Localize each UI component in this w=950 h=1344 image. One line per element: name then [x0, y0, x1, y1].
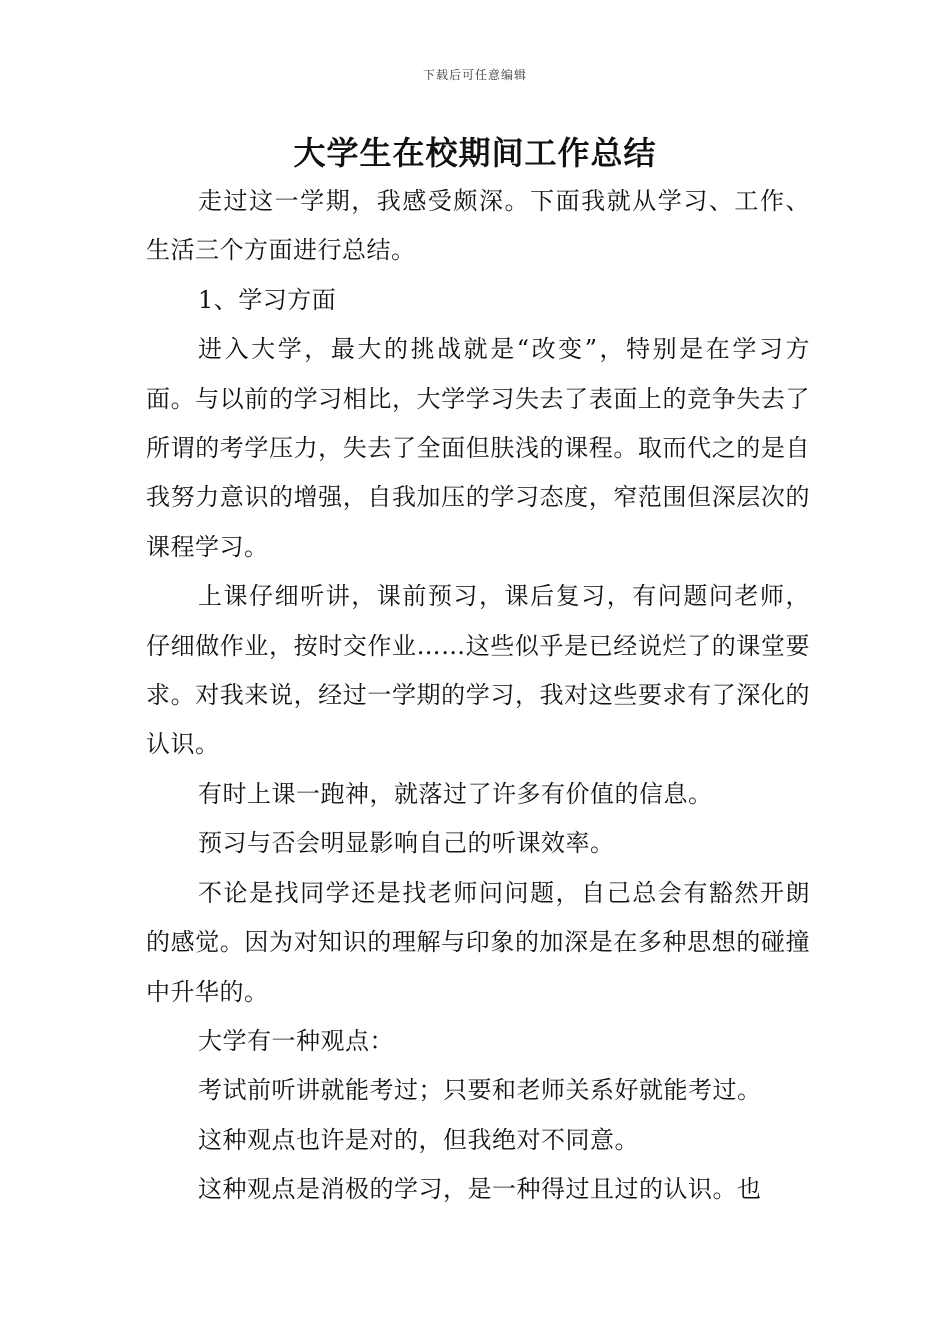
paragraph: 考试前听讲就能考过；只要和老师关系好就能考过。: [198, 1076, 762, 1105]
paragraph: 进入大学，最大的挑战就是“改变”，特别是在学习方面。与以前的学习相比，大学学习失去了表面上的竞争失去了所谓的考学压力，失去了全面但肤浅的课程。取而代之的是自我努力意识的增强，自我加压的学习态度，窄范围但深层次的课程学习。: [146, 335, 810, 561]
paragraph: 有时上课一跑神，就落过了许多有价值的信息。: [198, 779, 713, 808]
paragraph: 不论是找同学还是找老师问问题，自己总会有豁然开朗的感觉。因为对知识的理解与印象的加深是在多种思想的碰撞中升华的。: [146, 878, 810, 1006]
paragraph: 这种观点是消极的学习，是一种得过且过的认识。也: [198, 1175, 762, 1204]
document-title: 大学生在校期间工作总结: [293, 134, 657, 172]
section-heading: 1、学习方面: [198, 285, 337, 314]
paragraph: 上课仔细听讲，课前预习，课后复习，有问题问老师，仔细做作业，按时交作业……这些似乎是已经说烂了的课堂要求。对我来说，经过一学期的学习，我对这些要求有了深化的认识。: [146, 582, 810, 759]
paragraph: 大学有一种观点：: [198, 1026, 394, 1055]
paragraph: 这种观点也许是对的，但我绝对不同意。: [198, 1125, 639, 1154]
paragraph: 预习与否会明显影响自己的听课效率。: [198, 829, 615, 858]
document-body: [146, 177, 810, 1215]
header-note: 下载后可任意编辑: [422, 68, 527, 82]
paragraph: 走过这一学期，我感受颇深。下面我就从学习、工作、生活三个方面进行总结。: [146, 187, 810, 265]
